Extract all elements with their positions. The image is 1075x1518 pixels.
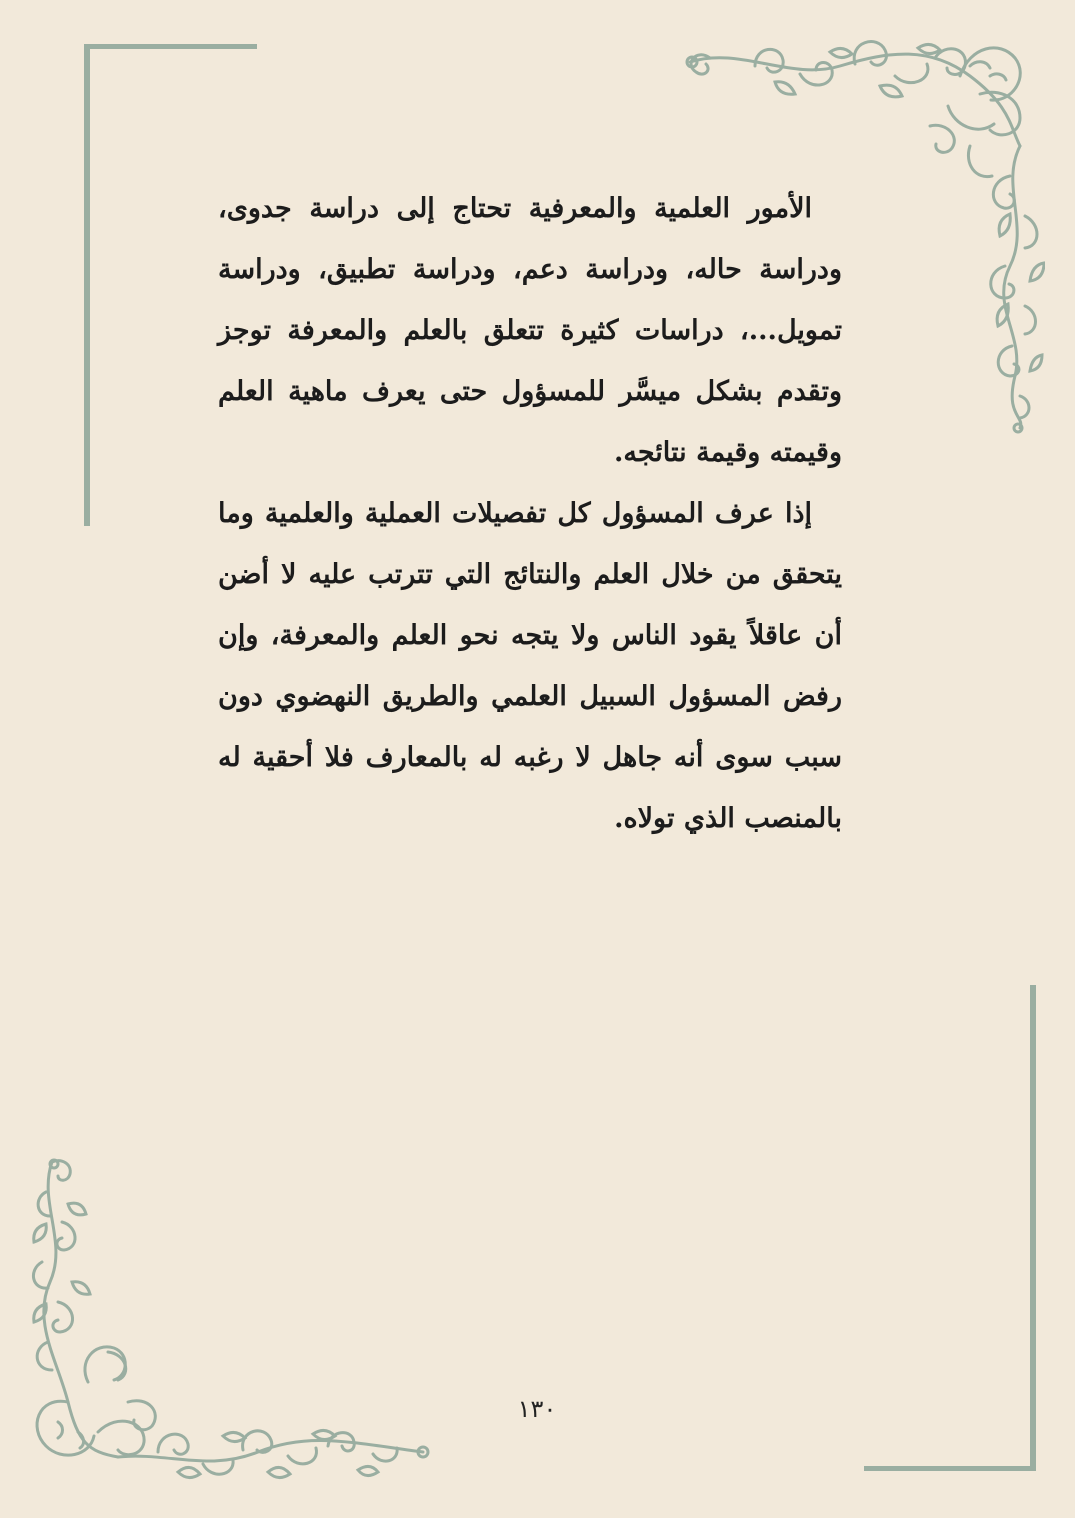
paragraph: إذا عرف المسؤول كل تفصيلات العملية والعلمية وما يتحقق من خلال العلم والنتائج التي تترتب عليه لا أضن أن عاقلاً يقود الناس ولا يتجه نحو العلم والمعرفة، وإن رفض المسؤول السبيل العلمي والطريق النهضوي دون سبب سوى أنه جاهل لا رغبه له بالمعارف فلا أحقية له بالمنصب الذي تولاه. <box>218 498 842 834</box>
paragraph: الأمور العلمية والمعرفية تحتاج إلى دراسة جدوى، ودراسة حاله، ودراسة دعم، ودراسة تطبيق، ودراسة تمويل...، دراسات كثيرة تتعلق بالعلم والمعرفة توجز وتقدم بشكل ميسَّر للمسؤول حتى يعرف ماهية العلم وقيمته وقيمة نتائجه. <box>218 193 842 468</box>
frame-bottom-right-vertical <box>1030 985 1036 1471</box>
frame-top-left-vertical <box>84 44 90 526</box>
frame-top-left-horizontal <box>84 44 257 49</box>
frame-bottom-right-horizontal <box>864 1466 1036 1471</box>
body-text <box>218 178 842 849</box>
page-number: ١٣٠ <box>517 1395 557 1423</box>
floral-corner-icon <box>28 1152 433 1482</box>
